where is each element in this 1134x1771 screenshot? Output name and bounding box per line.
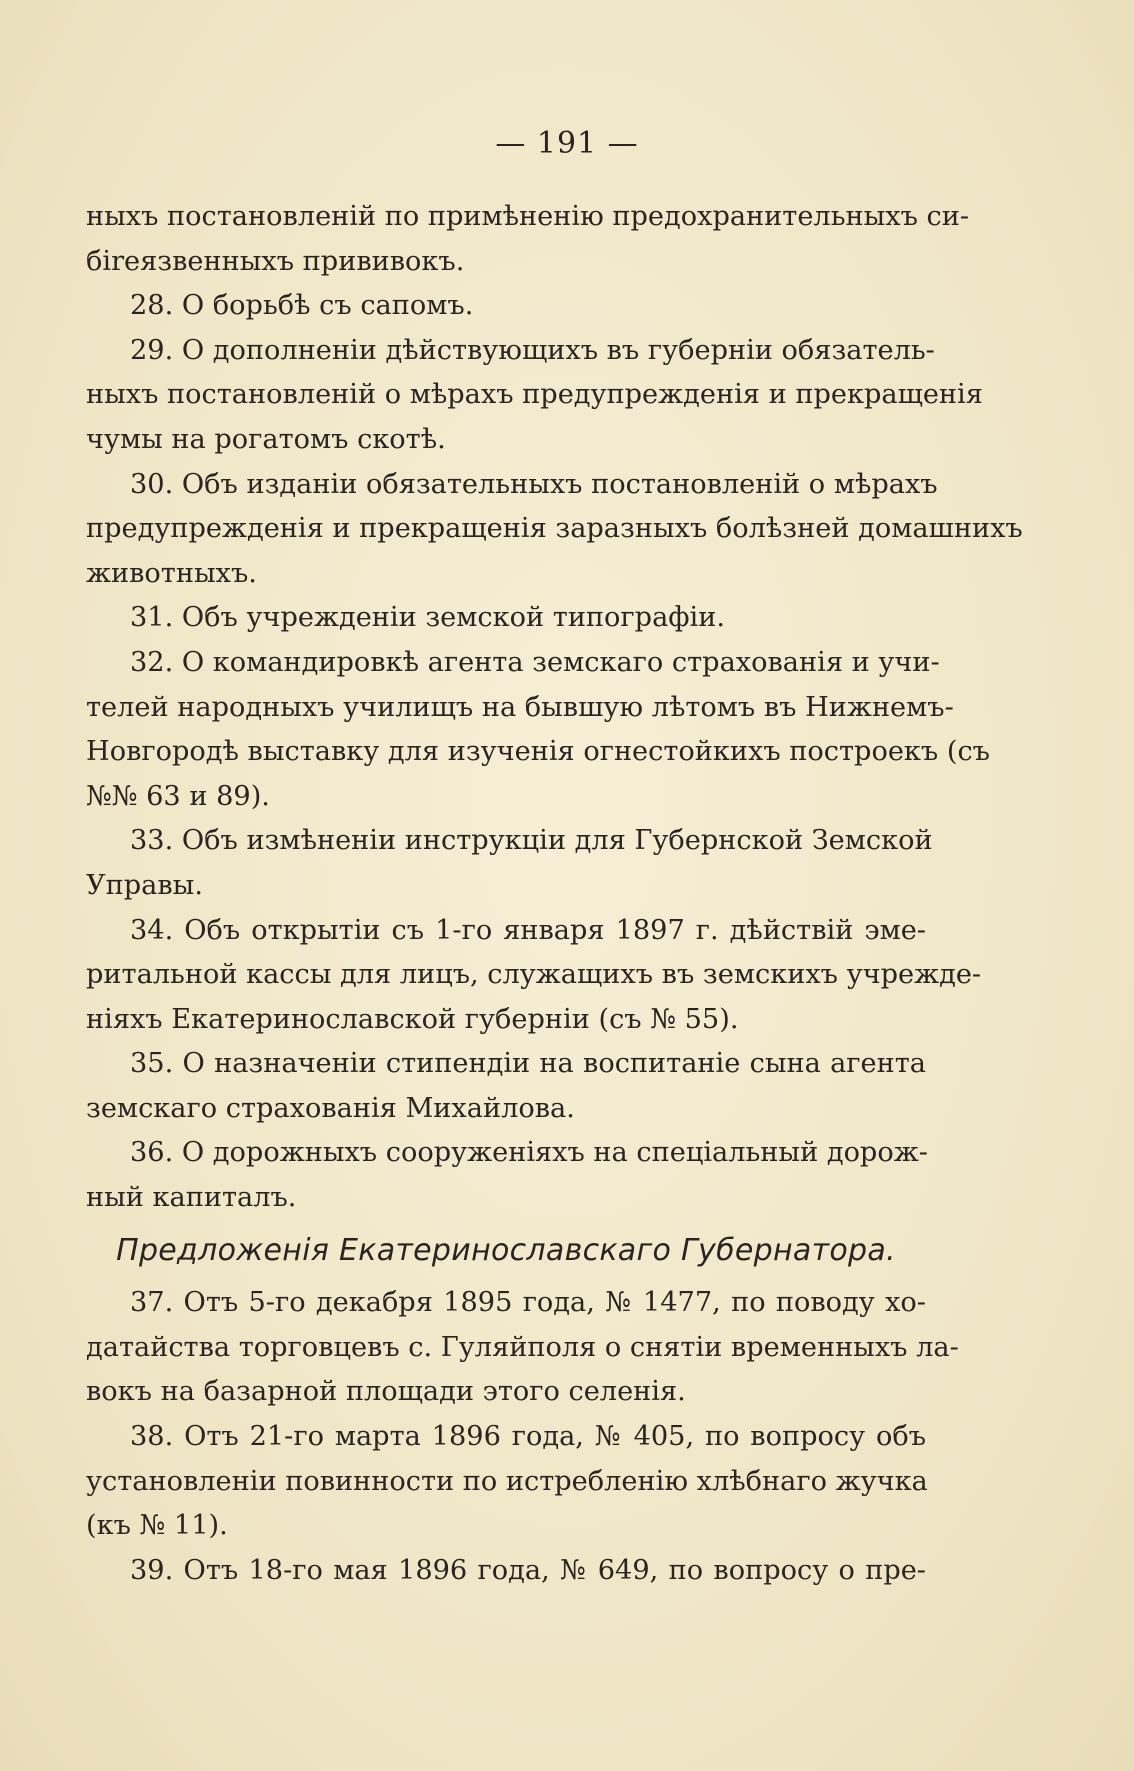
list-item-30: 30. Объ изданіи обязательныхъ постановленій о мѣрахъ bbox=[130, 468, 938, 500]
text-line: животныхъ. bbox=[86, 557, 257, 589]
list-item-29: 29. О дополненіи дѣйствующихъ въ губерніи обязатель- bbox=[130, 334, 935, 366]
text-line: бireязвенныхъ прививокъ. bbox=[86, 245, 465, 277]
list-item-36: 36. О дорожныхъ сооруженіяхъ на спеціальный дорож- bbox=[130, 1137, 928, 1169]
text-line: датайства торговцевъ с. Гуляйполя о снятіи временныхъ ла- bbox=[86, 1331, 959, 1363]
list-item-31: 31. Объ учрежденіи земской типографіи. bbox=[130, 602, 726, 634]
text-line: ныхъ постановленій по примѣненію предохранительныхъ си- bbox=[86, 201, 970, 232]
list-item-28: 28. О борьбѣ съ сапомъ. bbox=[130, 290, 474, 322]
spacer bbox=[86, 1221, 926, 1229]
list-item-33: 33. Объ измѣненіи инструкціи для Губернской Земской bbox=[130, 825, 933, 857]
spacer bbox=[86, 1273, 926, 1281]
text-line: ніяхъ Екатеринославской губерніи (съ № 55). bbox=[86, 1003, 739, 1035]
page-number: — 191 — bbox=[495, 126, 639, 161]
section-heading: Предложенія Екатеринославскаго Губернатора. bbox=[116, 1232, 896, 1268]
text-line: Новгородѣ выставку для изученія огнестойкихъ построекъ (съ bbox=[86, 736, 990, 768]
text-line: ритальной кассы для лицъ, служащихъ въ земскихъ учрежде- bbox=[86, 959, 982, 991]
list-item-34: 34. Объ открытіи съ 1-го января 1897 г. дѣйствій эме- bbox=[130, 914, 926, 946]
list-item-38: 38. Отъ 21-го марта 1896 года, № 405, по вопросу объ bbox=[130, 1421, 926, 1453]
text-line: ный капиталъ. bbox=[86, 1182, 297, 1214]
list-item-39: 39. Отъ 18-го мая 1896 года, № 649, по вопросу о пре- bbox=[130, 1554, 926, 1586]
text-line: телей народныхъ училищъ на бывшую лѣтомъ въ Нижнемъ- bbox=[86, 691, 954, 723]
text-line: Управы. bbox=[86, 869, 203, 901]
list-item-35: 35. О назначеніи стипендіи на воспитаніе сына агента bbox=[130, 1048, 926, 1080]
text-line: вокъ на базарной площади этого селенія. bbox=[86, 1376, 686, 1408]
text-line: установленіи повинности по истребленію хлѣбнаго жучка bbox=[86, 1465, 928, 1497]
text-line: чумы на рогатомъ скотѣ. bbox=[86, 423, 446, 455]
text-line: предупрежденія и прекращенія заразныхъ болѣзней домашнихъ bbox=[86, 513, 1023, 545]
text-line: ныхъ постановленій о мѣрахъ предупрежденія и прекращенія bbox=[86, 379, 983, 411]
text-line: земскаго страхованія Михайлова. bbox=[86, 1092, 575, 1124]
list-item-32: 32. О командировкѣ агента земскаго страхованія и учи- bbox=[130, 646, 940, 678]
text-line: (къ № 11). bbox=[86, 1510, 228, 1542]
document-body bbox=[86, 195, 1023, 1593]
list-item-37: 37. Отъ 5-го декабря 1895 года, № 1477, по поводу хо- bbox=[130, 1287, 926, 1319]
text-line: №№ 63 и 89). bbox=[86, 780, 270, 812]
